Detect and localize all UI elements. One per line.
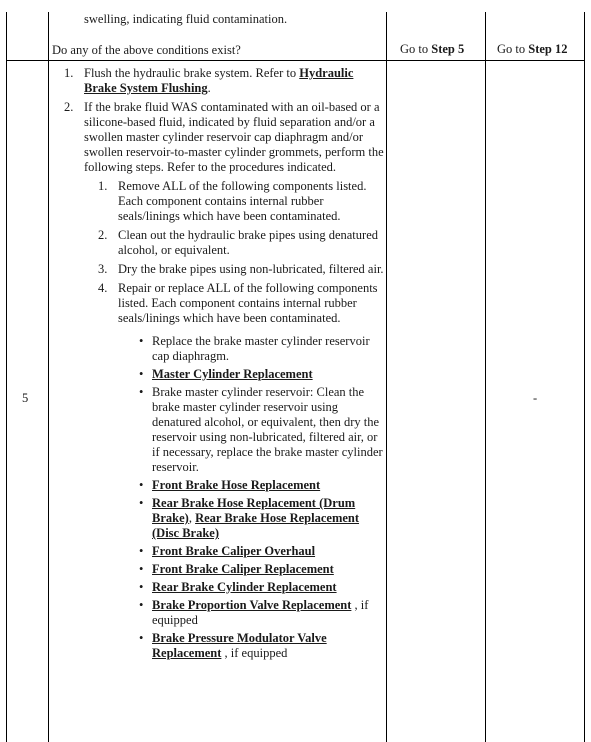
bullet-icon: • [139,631,144,645]
proportion-valve-link[interactable]: Brake Proportion Valve Replacement [152,598,352,612]
list-item: 2. If the brake fluid WAS contaminated with an oil-based or a silicone-based fluid, indicated by fluid separation and/or a swollen master cylinder reservoir cap diaphragm and/or swollen reservoir-to-master cylinder grommets, perform the following steps. Refer to the procedures indicated. [64,100,384,174]
bullet-icon: • [139,496,144,510]
previous-step-tail: swelling, indicating fluid contamination. [84,12,288,26]
bullet-icon: • [139,544,144,558]
bullet-icon: • [139,580,144,594]
bullet-icon: • [139,562,144,576]
table-divider-yes [485,12,486,742]
bullet-item: • Brake master cylinder reservoir: Clean the brake master cylinder reservoir using denatured alcohol, or equivalent, then dry the reservoir using non-lubricated, filtered air, or if necessary, replace the brake master cylinder reservoir. [139,385,383,474]
front-caliper-overhaul-link[interactable]: Front Brake Caliper Overhaul [152,544,316,558]
hydraulic-flushing-link[interactable]: Hydraulic Brake System Flushing [84,66,354,95]
table-divider-step [48,12,49,742]
table-border-left [6,12,7,742]
bullet-icon: • [139,598,144,612]
step-procedure [56,66,384,664]
bullet-item [56,478,384,493]
rear-brake-hose-disc-link[interactable]: Rear Brake Hose Replacement (Disc Brake) [152,511,360,540]
bullet-item [56,562,384,577]
bullet-item [56,580,384,595]
condition-question: Do any of the above conditions exist? [52,43,241,57]
sub-list-item: 3. Dry the brake pipes using non-lubricated, filtered air. [98,262,384,276]
bullet-icon: • [139,478,144,492]
no-action: Go to Step 12 [497,42,568,56]
bullet-icon: • [139,385,144,399]
front-brake-hose-link[interactable]: Front Brake Hose Replacement [152,478,321,492]
no-column-value: - [533,391,538,405]
sub-list-item: 1. Remove ALL of the following components listed. Each component contains internal rubber seals/linings which have been contaminated. [98,179,367,223]
bullet-item: • Brake Pressure Modulator Valve Replacement , if equipped [139,631,327,660]
yes-action: Go to Step 5 [400,42,465,56]
step-number: 5 [22,391,29,405]
rear-brake-hose-drum-link[interactable]: Rear Brake Hose Replacement (Drum Brake) [152,496,356,525]
bullet-icon: • [139,334,144,348]
table-divider-action [386,12,387,742]
no-step-link[interactable]: Step 12 [528,42,568,56]
pressure-modulator-valve-link[interactable]: Brake Pressure Modulator Valve Replacement [152,631,327,660]
bullet-item: • Brake Proportion Valve Replacement , if equipped [139,598,369,627]
yes-step-link[interactable]: Step 5 [431,42,465,56]
sub-list-item: 2. Clean out the hydraulic brake pipes using denatured alcohol, or equivalent. [98,228,378,257]
rear-brake-cylinder-link[interactable]: Rear Brake Cylinder Replacement [152,580,337,594]
master-cylinder-replacement-link[interactable]: Master Cylinder Replacement [152,367,313,381]
bullet-icon: • [139,367,144,381]
bullet-item: • Replace the brake master cylinder reservoir cap diaphragm. [139,334,370,363]
table-border-right [584,12,585,742]
bullet-item [56,544,384,559]
row-separator [6,60,585,61]
list-item: 1. Flush the hydraulic brake system. Refer to Hydraulic Brake System Flushing. [64,66,354,95]
front-caliper-replacement-link[interactable]: Front Brake Caliper Replacement [152,562,334,576]
bullet-item [56,367,384,382]
sub-list-item: 4. Repair or replace ALL of the following components listed. Each component contains internal rubber seals/linings which have been contaminated. [98,281,378,325]
bullet-item: • Rear Brake Hose Replacement (Drum Brake), Rear Brake Hose Replacement (Disc Brake) [139,496,360,540]
